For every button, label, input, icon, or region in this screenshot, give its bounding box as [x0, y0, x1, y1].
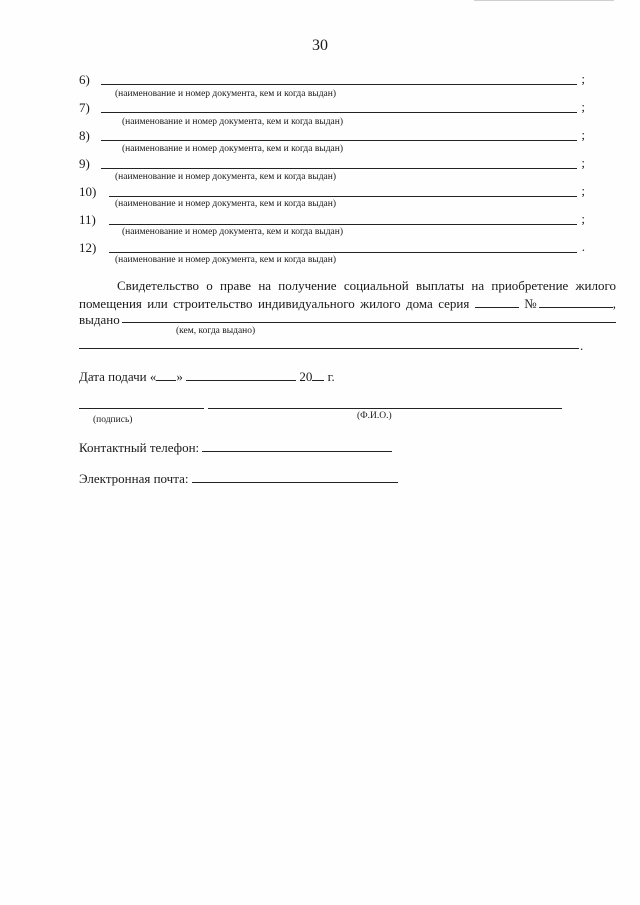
document-row-6: [79, 72, 585, 88]
document-entry-line[interactable]: [109, 252, 577, 253]
full-name-caption: (Ф.И.О.): [357, 411, 392, 421]
row-number: 12): [79, 240, 97, 255]
document-row-9: [79, 156, 585, 172]
row-number: 7): [79, 100, 90, 115]
document-entry-line[interactable]: [101, 84, 577, 85]
issued-by-line[interactable]: [122, 322, 616, 323]
email-label: Электронная почта:: [79, 471, 189, 486]
document-caption: (наименование и номер документа, кем и когда выдан): [115, 255, 336, 265]
full-name-line[interactable]: [208, 408, 562, 409]
document-caption: (наименование и номер документа, кем и когда выдан): [122, 144, 343, 154]
year-prefix: 20: [299, 369, 313, 384]
email-field[interactable]: [192, 471, 398, 483]
phone-field[interactable]: [202, 440, 392, 452]
phone-label: Контактный телефон:: [79, 440, 200, 455]
certificate-line-2: помещения или строительство индивидуального жилого дома серия № ,: [79, 296, 617, 311]
year-suffix: г.: [327, 369, 335, 384]
issued-label: выдано: [79, 312, 120, 327]
email-row: [79, 471, 398, 487]
page-number: 30: [312, 37, 328, 54]
document-entry-line[interactable]: [109, 224, 577, 225]
row-end-mark: ;: [581, 99, 585, 114]
number-sign: №: [524, 296, 539, 311]
certificate-paragraph: [79, 277, 616, 313]
issued-end-mark: .: [580, 338, 584, 353]
document-entry-line[interactable]: [109, 196, 577, 197]
row-end-mark: ;: [581, 71, 585, 86]
document-caption: (наименование и номер документа, кем и когда выдан): [122, 117, 343, 127]
row-number: 8): [79, 128, 90, 143]
row-end-mark: .: [581, 239, 585, 254]
scan-edge-mark: [474, 0, 614, 1]
submission-date-label: Дата подачи «: [79, 369, 157, 384]
document-row-11: [79, 212, 585, 228]
certificate-line-2-text: помещения или строительство индивидуального жилого дома серия: [79, 296, 470, 311]
signature-line[interactable]: [79, 408, 204, 409]
row-end-mark: ;: [581, 127, 585, 142]
document-entry-line[interactable]: [101, 140, 577, 141]
issued-continuation-line[interactable]: [79, 348, 579, 349]
number-field[interactable]: [539, 296, 613, 308]
row-number: 10): [79, 184, 97, 199]
quote-close: »: [176, 369, 183, 384]
series-field[interactable]: [475, 296, 519, 308]
row-end-mark: ;: [581, 183, 585, 198]
row-number: 11): [79, 212, 96, 227]
signature-caption: (подпись): [93, 415, 133, 425]
document-caption: (наименование и номер документа, кем и когда выдан): [115, 172, 336, 182]
issued-caption: (кем, когда выдано): [176, 326, 256, 336]
document-caption: (наименование и номер документа, кем и когда выдан): [115, 199, 336, 209]
document-row-7: [79, 100, 585, 116]
row-number: 9): [79, 156, 90, 171]
document-row-8: [79, 128, 585, 144]
phone-row: [79, 440, 392, 456]
document-row-12: [79, 240, 585, 256]
row-end-mark: ;: [581, 211, 585, 226]
document-entry-line[interactable]: [101, 168, 577, 169]
month-field[interactable]: [186, 369, 296, 381]
row-number: 6): [79, 72, 90, 87]
day-field[interactable]: [156, 369, 176, 381]
year-field[interactable]: [312, 369, 324, 381]
document-entry-line[interactable]: [101, 112, 577, 113]
certificate-line-1: Свидетельство о праве на получение социальной выплаты на приобретение жилого: [117, 278, 616, 293]
submission-date-row: [79, 369, 335, 385]
document-caption: (наименование и номер документа, кем и когда выдан): [122, 227, 343, 237]
row-end-mark: ;: [581, 155, 585, 170]
document-row-10: [79, 184, 585, 200]
document-caption: (наименование и номер документа, кем и когда выдан): [115, 89, 336, 99]
